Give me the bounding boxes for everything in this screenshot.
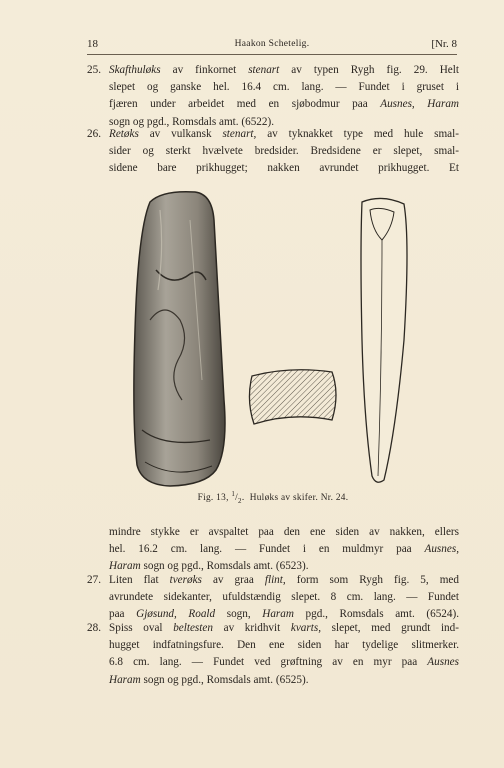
header-rule — [87, 54, 457, 55]
text-line: Spiss oval beltesten av kridhvit kvarts, slepet, med grundt ind- — [109, 622, 459, 634]
entry-25 — [87, 62, 459, 131]
text-line: slepet og ganske hel. 16.4 cm. lang. — Fundet i gruset i — [109, 81, 459, 94]
entry-number: 25. — [87, 64, 101, 76]
text-line: fjæren under arbeidet med en sjøbodmur paa Ausnes, Haram — [109, 98, 459, 111]
figure-13 — [120, 180, 420, 500]
text-line: hugget indfatningsfure. Den ene siden har tydelige slitmerker. — [109, 639, 459, 652]
entry-26 — [87, 126, 459, 178]
text-line: Retøks av vulkansk stenart, av tyknakket type med hule smal- — [109, 128, 459, 140]
text-line: Haram sogn og pgd., Romsdals amt. (6525). — [109, 673, 309, 686]
adze-side-view — [361, 198, 407, 482]
entry-number: 27. — [87, 574, 101, 586]
text-line: sidene bare prikhugget; nakken avrundet prikhugget. Et — [109, 162, 459, 175]
entry-27 — [87, 572, 459, 624]
text-line: Skafthuløks av finkornet stenart av typen Rygh fig. 29. Helt — [109, 64, 459, 76]
text-line: 6.8 cm. lang. — Fundet ved grøftning av en myr paa Ausnes — [109, 656, 459, 669]
running-header — [87, 36, 457, 52]
running-author: Haakon Schetelig. — [234, 39, 310, 49]
text-line: sogn og pgd., Romsdals amt. (6522). — [109, 115, 275, 128]
text-line: mindre stykke er avspaltet paa den ene siden av nakken, ellers — [109, 526, 459, 538]
text-line: Haram sogn og pgd., Romsdals amt. (6523). — [109, 560, 309, 573]
page-number: 18 — [87, 38, 98, 50]
text-line: paa Gjøsund, Roald sogn, Haram pgd., Romsdals amt. (6524). — [109, 608, 459, 621]
text-line: avrundete sidekanter, ufuldstændig slepet. 8 cm. lang. — Fundet — [109, 591, 459, 604]
entry-26-continuation — [109, 524, 459, 576]
entry-number: 28. — [87, 622, 101, 634]
adze-face-view — [134, 192, 225, 486]
text-line: hel. 16.2 cm. lang. — Fundet i en muldmyr paa Ausnes, — [109, 543, 459, 556]
text-line: sider og sterkt hvælvete bredsider. Bredsidene er slepet, smal- — [109, 145, 459, 158]
entry-number: 26. — [87, 128, 101, 140]
text-line: Liten flat tverøks av graa flint, form som Rygh fig. 5, med — [109, 574, 459, 586]
figure-caption: Fig. 13, $^1/_2$. Huløks av skifer. Nr. 24. — [197, 490, 349, 505]
adze-illustration — [120, 180, 420, 500]
entry-28 — [87, 620, 459, 689]
adze-cross-section — [249, 370, 336, 424]
series-number: [Nr. 8 — [431, 38, 457, 50]
